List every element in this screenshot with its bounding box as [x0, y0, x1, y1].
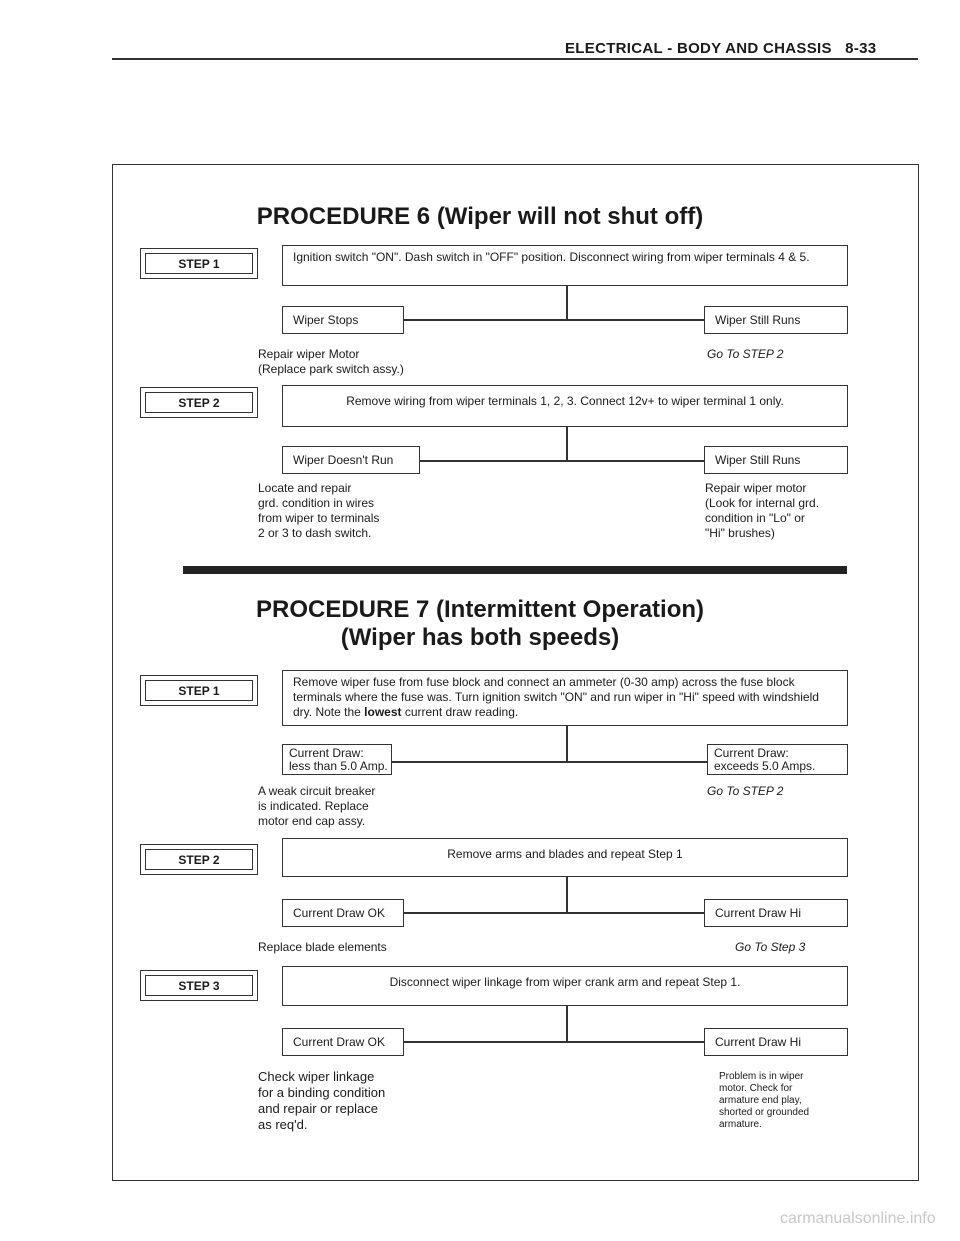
procedure-7-title-line2: (Wiper has both speeds) [340, 624, 620, 651]
connector [404, 319, 704, 321]
p7-step2-instruction: Remove arms and blades and repeat Step 1 [282, 838, 848, 877]
p7-step1-left-note: A weak circuit breaker is indicated. Replace motor end cap assy. [258, 784, 376, 828]
connector [404, 1041, 704, 1043]
p7-step3-label: STEP 3 [140, 970, 258, 1001]
procedure-7-title-line1: PROCEDURE 7 (Intermittent Operation) [255, 596, 705, 623]
p7-step2-left-result: Current Draw OK [282, 899, 404, 927]
p6-step1-instruction: Ignition switch "ON". Dash switch in "OFF" position. Disconnect wiring from wiper terminals 4 & 5. [282, 245, 848, 286]
p6-step2-left-note: Locate and repair grd. condition in wires from wiper to terminals 2 or 3 to dash switch. [258, 481, 380, 540]
page-header: ELECTRICAL - BODY AND CHASSIS 8-33 [565, 40, 877, 57]
p7-step1-label: STEP 1 [140, 675, 258, 706]
p7-step2-left-note: Replace blade elements [258, 940, 387, 954]
connector [404, 912, 704, 914]
p6-step2-right-result: Wiper Still Runs [704, 446, 848, 474]
connector [566, 427, 568, 461]
p7-step1-instruction: Remove wiper fuse from fuse block and connect an ammeter (0-30 amp) across the fuse block terminals where the fuse was. Turn ignition switch "ON" and run wiper in "Hi" speed with windshield dry. Note the lowest current draw reading. [282, 670, 848, 726]
p6-step1-left-result: Wiper Stops [282, 306, 404, 334]
p7-step2-right-note: Go To Step 3 [735, 940, 806, 954]
p7-step2-right-result: Current Draw Hi [704, 899, 848, 927]
connector [392, 761, 707, 763]
p7-step1-right-note: Go To STEP 2 [707, 784, 784, 798]
p7-step3-left-note: Check wiper linkage for a binding condition and repair or replace as req'd. [258, 1069, 386, 1132]
p6-step2-label: STEP 2 [140, 387, 258, 418]
p7-step3-right-result: Current Draw Hi [704, 1028, 848, 1056]
p7-step2-label: STEP 2 [140, 844, 258, 875]
connector [566, 286, 568, 320]
procedure-6-title: PROCEDURE 6 (Wiper will not shut off) [256, 203, 704, 230]
p6-step1-right-result: Wiper Still Runs [704, 306, 848, 334]
watermark: carmanualsonline.info [780, 1210, 936, 1227]
header-rule [112, 58, 918, 60]
connector [566, 726, 568, 762]
p7-step1-left-result: Current Draw: less than 5.0 Amp. [282, 744, 392, 775]
p6-step2-left-result: Wiper Doesn't Run [282, 446, 420, 474]
p6-step2-instruction: Remove wiring from wiper terminals 1, 2, 3. Connect 12v+ to wiper terminal 1 only. [282, 385, 848, 427]
connector [420, 460, 704, 462]
p7-step1-right-result: Current Draw: exceeds 5.0 Amps. [707, 744, 848, 775]
p7-step3-right-note: Problem is in wiper motor. Check for armature end play, shorted or grounded armature. [719, 1071, 810, 1130]
p7-step3-left-result: Current Draw OK [282, 1028, 404, 1056]
p6-step1-label: STEP 1 [140, 248, 258, 279]
connector [566, 877, 568, 913]
p7-step3-instruction: Disconnect wiper linkage from wiper crank arm and repeat Step 1. [282, 966, 848, 1006]
p6-step2-right-note: Repair wiper motor (Look for internal grd. condition in "Lo" or "Hi" brushes) [705, 481, 820, 540]
p6-step1-left-note: Repair wiper Motor (Replace park switch assy.) [258, 347, 404, 376]
procedure-divider [183, 566, 847, 574]
p6-step1-right-note: Go To STEP 2 [707, 347, 784, 361]
connector [566, 1006, 568, 1042]
